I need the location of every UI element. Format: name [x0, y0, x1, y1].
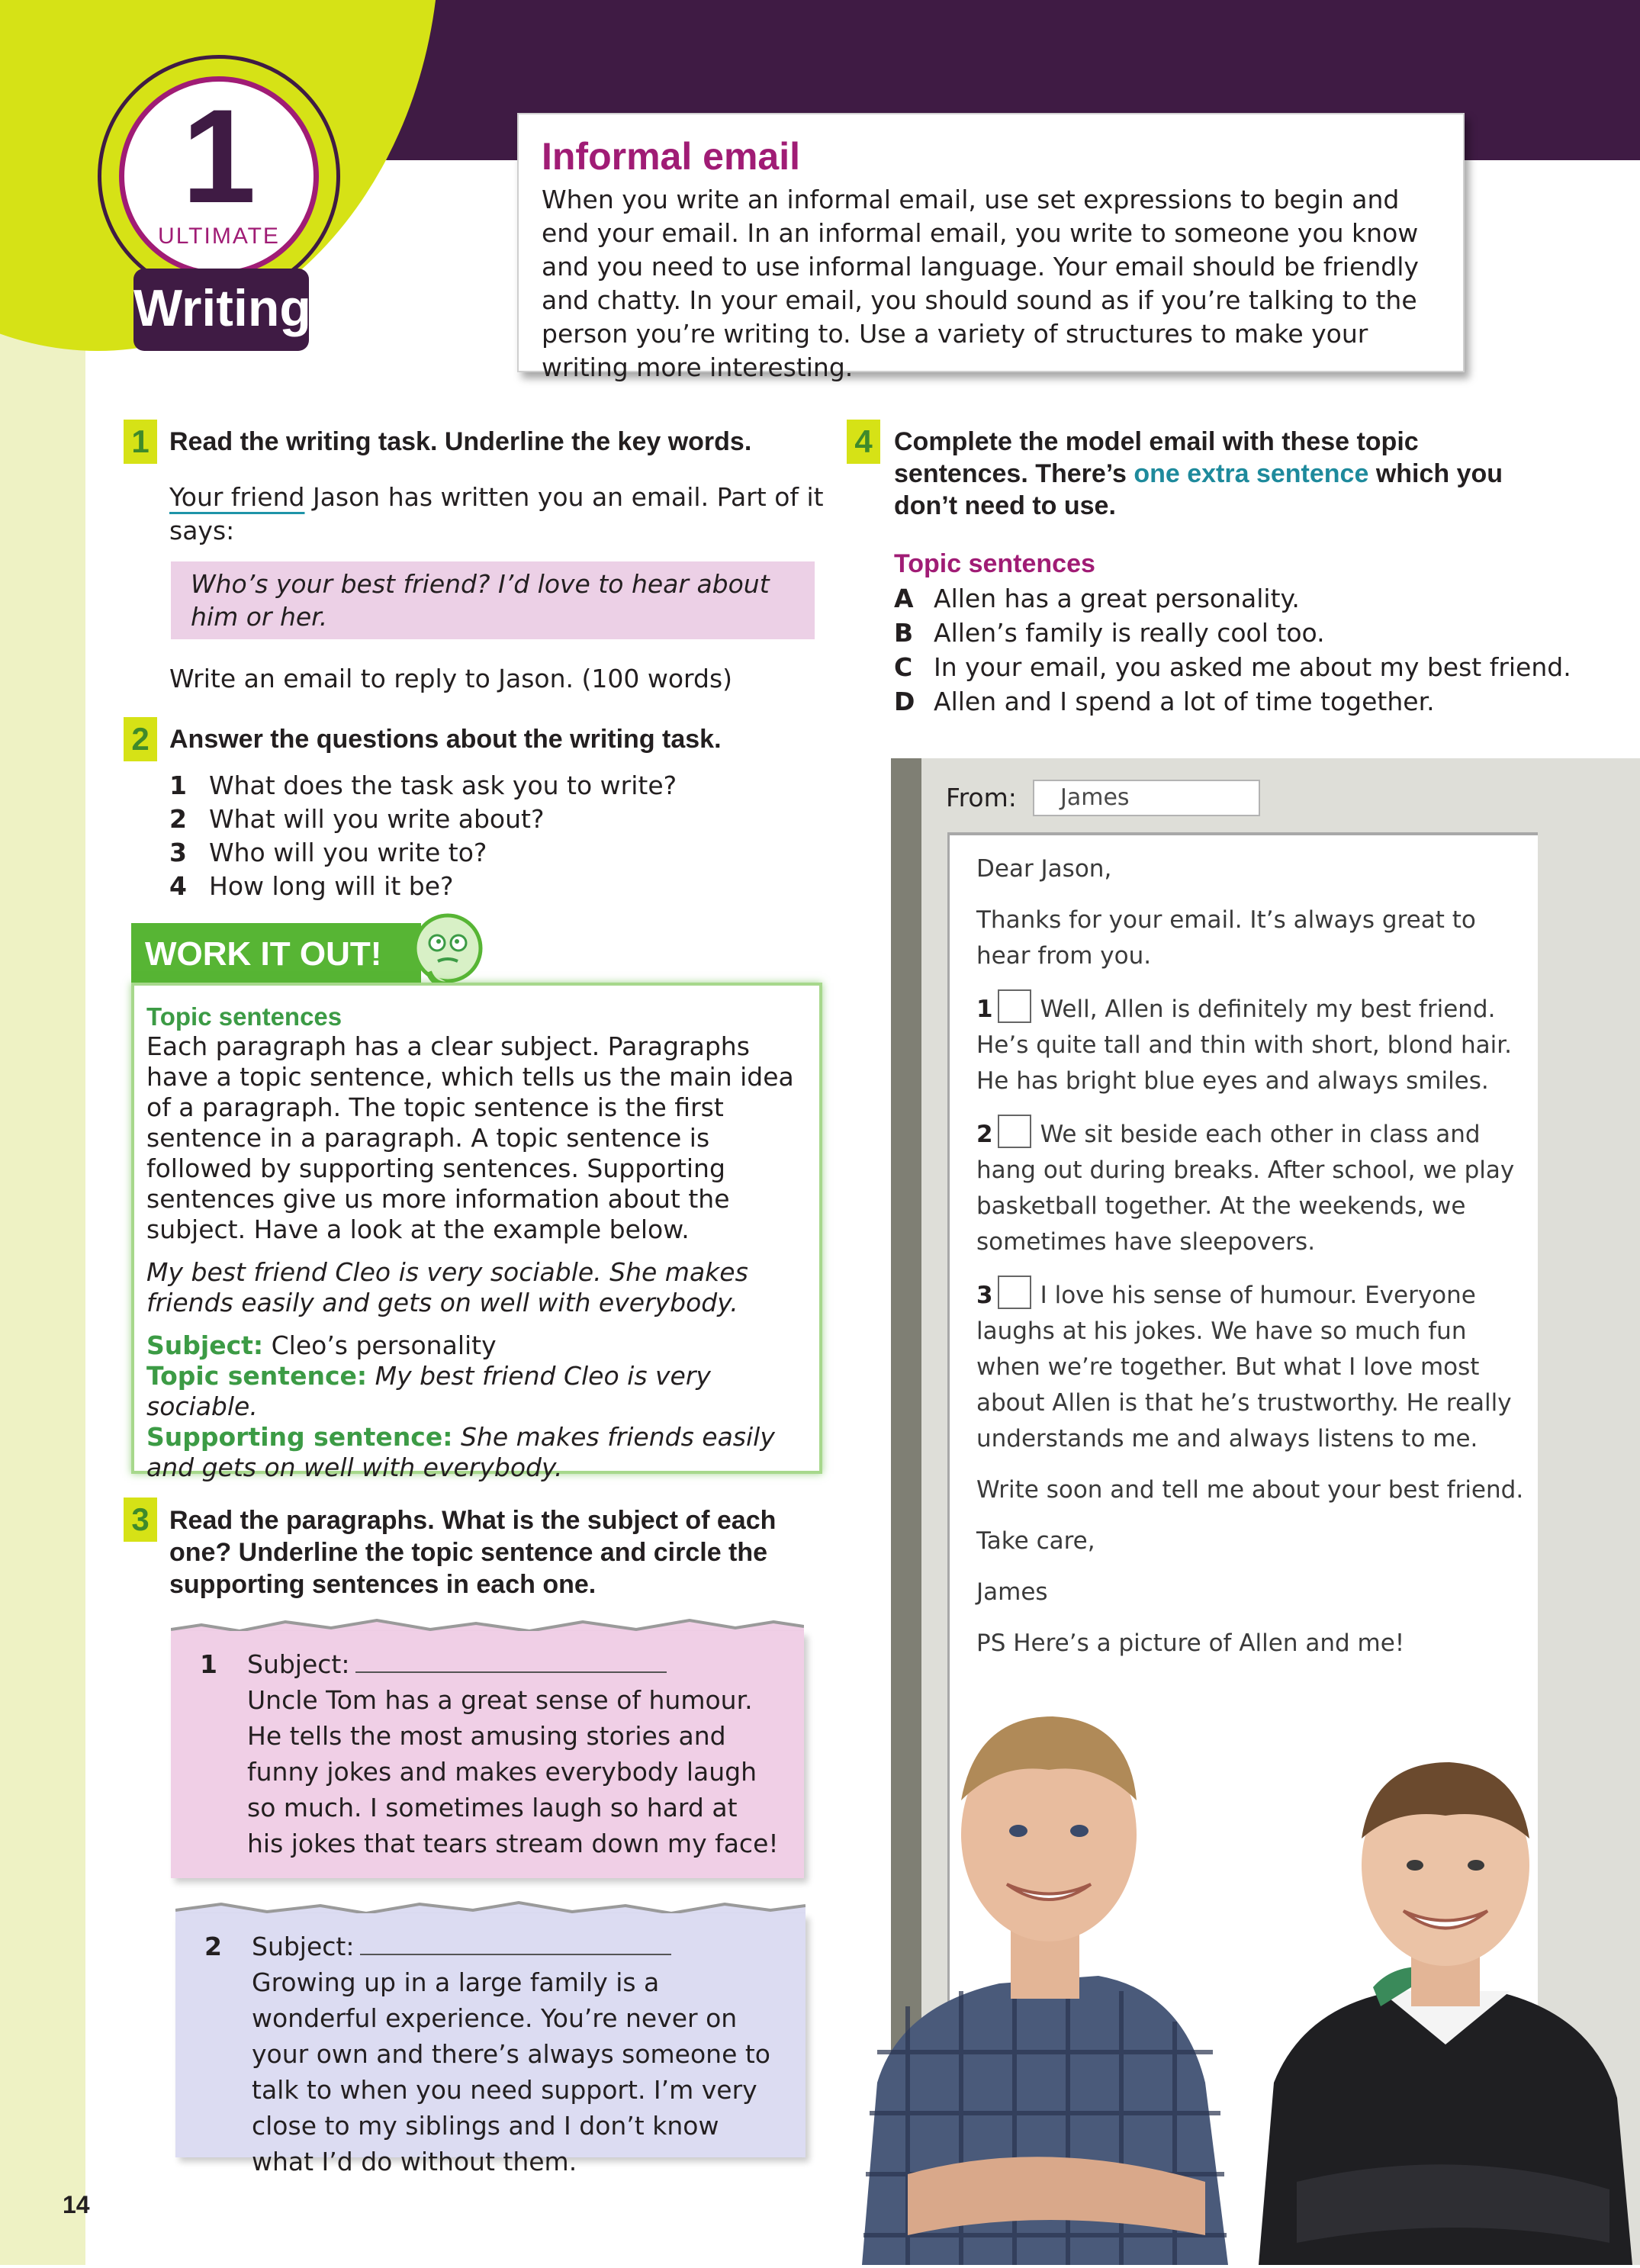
list-item: 3 Who will you write to? — [169, 838, 487, 867]
subject-blank[interactable] — [360, 1954, 671, 1955]
task-instruction: Answer the questions about the writing task. — [169, 725, 722, 754]
work-it-out-banner: WORK IT OUT! — [131, 923, 421, 986]
from-field[interactable]: James — [1033, 780, 1260, 816]
question-list — [169, 769, 825, 903]
email-paragraph: 1 Well, Allen is definitely my best friend. He’s quite tall and thin with short, blond hair. He has bright blue eyes and always smiles. — [976, 989, 1526, 1099]
task-number: 4 — [847, 420, 880, 464]
answer-box[interactable] — [998, 989, 1031, 1023]
list-item: 4 How long will it be? — [169, 871, 454, 901]
quote-box: Who’s your best friend? I’d love to hear about him or her. — [171, 561, 815, 639]
card-number: 1 — [200, 1649, 217, 1679]
answer-box[interactable] — [998, 1276, 1031, 1309]
email-intro: Thanks for your email. It’s always great to hear from you. — [976, 906, 1476, 970]
prompt-text: Jason has written you an email. Part of it says: — [169, 482, 824, 545]
wio-text: Each paragraph has a clear subject. Paragraphs have a topic sentence, which tells us the main idea of a paragraph. The topic sentence is the first sentence in a paragraph. A topic sentence is followed by supporting sentences. Supporting sentences give us more information about the subject. Have a look at the example below. — [146, 1031, 794, 1244]
options-list — [894, 581, 1581, 719]
prompt-key-words: Your friend — [169, 482, 305, 512]
email-ps: PS Here’s a picture of Allen and me! — [976, 1629, 1405, 1657]
brand-label: ULTIMATE — [158, 224, 280, 249]
option-item: B Allen’s family is really cool too. — [894, 618, 1325, 648]
task-prompt — [169, 481, 825, 548]
answer-box[interactable] — [998, 1115, 1031, 1148]
email-paragraph: 2 We sit beside each other in class and hang out during breaks. After school, we play basketball together. At the weekends, we sometimes have sleepovers. — [976, 1115, 1526, 1260]
task-number: 3 — [124, 1498, 157, 1542]
wio-topic-sentence: Topic sentence: My best friend Cleo is very sociable. — [146, 1361, 711, 1421]
task-number: 1 — [124, 420, 157, 464]
list-item: 2 What will you write about? — [169, 804, 545, 834]
email-closing: Write soon and tell me about your best friend. — [976, 1476, 1524, 1504]
email-signature: James — [976, 1578, 1048, 1606]
from-label: From: — [946, 783, 1017, 812]
wio-subject: Subject: Cleo’s personality — [146, 1330, 497, 1360]
unit-number: 1 — [182, 82, 256, 231]
task-instruction: Complete the model email with these topic sentences. There’s one extra sentence which you don’t need to use. — [894, 427, 1503, 520]
option-item: D Allen and I spend a lot of time together. — [894, 687, 1435, 716]
subject-line: Subject: — [247, 1646, 667, 1682]
paragraph-text: Uncle Tom has a great sense of humour. He tells the most amusing stories and funny jokes and makes everybody laugh so much. I sometimes laugh so hard at his jokes that tears stream down my face! — [247, 1685, 779, 1858]
task-number: 2 — [124, 717, 157, 761]
paragraph-card — [171, 1631, 804, 1878]
intro-title: Informal email — [542, 135, 800, 178]
highlight-text: one extra sentence — [1134, 459, 1369, 488]
section-label: Writing — [133, 269, 309, 351]
email-text — [976, 851, 1526, 1677]
task-instruction: Read the paragraphs. What is the subject of each one? Underline the topic sentence and circle the supporting sentences in each one. — [169, 1506, 777, 1599]
intro-text: When you write an informal email, use set expressions to begin and end your email. In an informal email, you write to someone you know and you need to use informal language. Your email should be friendly and chatty. In your email, you should sound as if you’re talking to the person you’re writing to. Use a variety of structures to make your writing more interesting. — [542, 185, 1419, 382]
work-it-out-box — [131, 983, 822, 1482]
page-number: 14 — [63, 2191, 90, 2218]
paragraph-text: Growing up in a large family is a wonderful experience. You’re never on your own and there’s always someone to talk to when you need support. I’m very close to my siblings and I don’t know what I’d do without them. — [252, 1967, 770, 2176]
task-instruction: Read the writing task. Underline the key words. — [169, 427, 752, 456]
subject-line: Subject: — [252, 1929, 671, 1964]
paragraph-card — [175, 1913, 806, 2176]
wio-example: My best friend Cleo is very sociable. She makes friends easily and gets on well with everybody. — [146, 1257, 748, 1317]
option-item: A Allen has a great personality. — [894, 584, 1300, 613]
card-number: 2 — [204, 1932, 222, 1961]
wio-heading: Topic sentences — [146, 1002, 342, 1031]
reply-instruction: Write an email to reply to Jason. (100 words) — [169, 664, 733, 693]
topic-sentences-heading: Topic sentences — [894, 549, 1095, 578]
email-greeting: Dear Jason, — [976, 855, 1112, 883]
subject-blank[interactable] — [355, 1671, 667, 1673]
intro-box — [517, 113, 1465, 382]
email-signoff: Take care, — [976, 1527, 1095, 1555]
option-item: C In your email, you asked me about my best friend. — [894, 652, 1571, 682]
email-paragraph: 3 I love his sense of humour. Everyone laughs at his jokes. We have so much fun when we’re together. But what I love most about Allen is that he’s trustworthy. He really understands me and always listens to me. — [976, 1276, 1526, 1457]
wio-supporting-sentence: Supporting sentence: She makes friends easily and gets on well with everybody. — [146, 1422, 775, 1482]
list-item: 1 What does the task ask you to write? — [169, 770, 677, 800]
photo-two-friends — [847, 1686, 1640, 2268]
